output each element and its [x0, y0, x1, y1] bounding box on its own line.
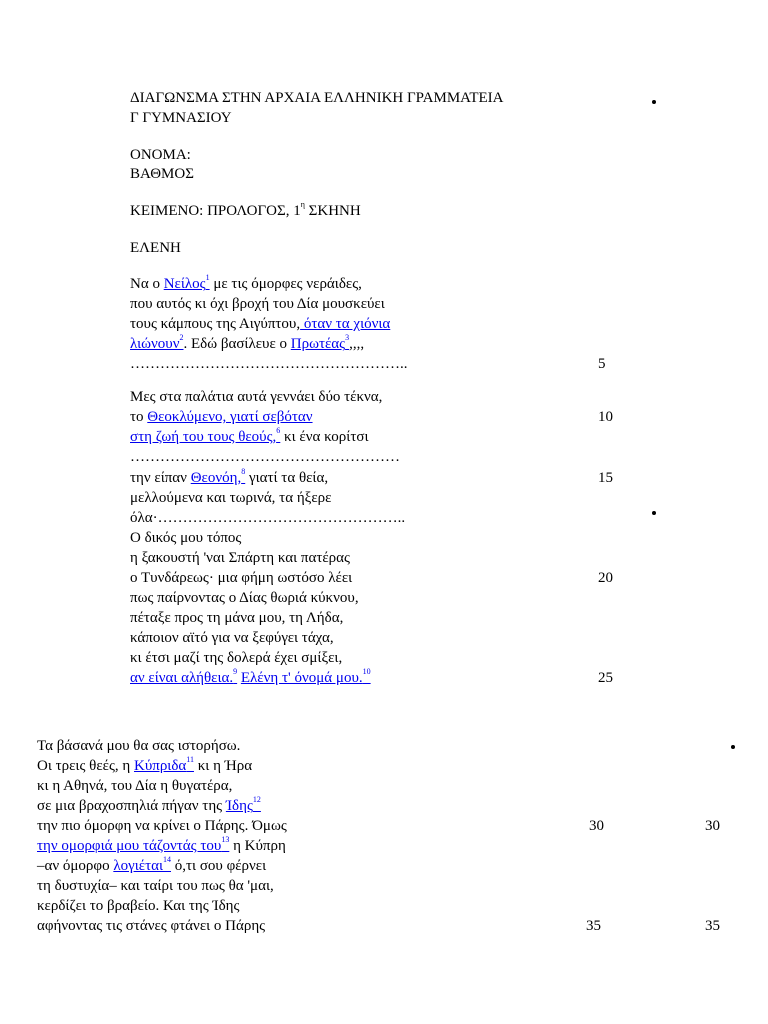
poem-line: Ο δικός μου τόπος: [130, 530, 242, 546]
footnote-link-neilos[interactable]: Νείλος$^1$: [163, 273, 210, 292]
line-number: 35: [586, 918, 601, 934]
bullet-marker: [731, 745, 735, 749]
exam-title-line2: Γ ΓΥΜΝΑΣΙΟΥ: [130, 110, 232, 126]
play-title: ΕΛΕΝΗ: [130, 240, 181, 256]
grade-label: ΒΑΘΜΟΣ: [130, 166, 194, 182]
bullet-marker: [652, 100, 656, 104]
text-heading-prefix: ΚΕΙΜΕΝΟ: ΠΡΟΛΟΓΟΣ, 1: [130, 203, 301, 219]
poem-line: κι η Αθηνά, του Δία η θυγατέρα,: [37, 778, 233, 794]
poem-ellipsis: ………………………………………………..: [130, 356, 408, 372]
footnote-link-idis[interactable]: Ίδης$^{12}$: [225, 795, 261, 814]
poem-line: κερδίζει το βραβείο. Και της Ίδης: [37, 898, 240, 914]
poem-line: αφήνοντας τις στάνες φτάνει ο Πάρης: [37, 918, 266, 934]
footnote-link-theoklymenos[interactable]: Θεοκλύμενο, γιατί σεβόταν: [147, 409, 313, 425]
text-heading-suffix: ΣΚΗΝΗ: [304, 203, 361, 219]
text-heading-sup: η: [300, 200, 305, 209]
footnote-link-lionoun[interactable]: λιώνουν$^2$: [130, 333, 184, 352]
poem-line: το Θεοκλύμενο, γιατί σεβόταν: [130, 409, 313, 425]
line-number: 35: [705, 918, 720, 934]
footnote-link-chionia[interactable]: όταν τα χιόνια: [300, 316, 391, 332]
line-number: 30: [589, 818, 604, 834]
poem-line: Μες στα παλάτια αυτά γεννάει δύο τέκνα,: [130, 389, 383, 405]
poem-line: Τα βάσανά μου θα σας ιστορήσω.: [37, 738, 241, 754]
poem-line: πως παίρνοντας ο Δίας θωριά κύκνου,: [130, 590, 359, 606]
poem-line: την είπαν Θεονόη,$^8$ γιατί τα θεία,: [130, 467, 329, 486]
poem-line: Να ο Νείλος$^1$ με τις όμορφες νεράιδες,: [130, 273, 362, 292]
poem-line: [130, 669, 371, 687]
poem-line: –αν όμορφο λογιέται$^{14}$ ό,τι σου φέρνει: [37, 855, 267, 874]
line-number: 20: [598, 570, 613, 586]
text-heading: [130, 202, 361, 220]
line-number: 30: [705, 818, 720, 834]
poem-line: η ξακουστή 'ναι Σπάρτη και πατέρας: [130, 550, 350, 566]
poem-line: τη δυστυχία– και ταίρι του πως θα 'μαι,: [37, 878, 274, 894]
footnote-link-theonoi[interactable]: Θεονόη,$^8$: [190, 467, 246, 486]
poem-line: κάποιον αϊτό για να ξεφύγει τάχα,: [130, 630, 334, 646]
poem-line: όλα·…………………………………………..: [130, 510, 406, 526]
poem-line: ο Τυνδάρεως· μια φήμη ωστόσο λέει: [130, 570, 353, 586]
line-number: 15: [598, 470, 613, 486]
poem-line: μελλούμενα και τωρινά, τα ήξερε: [130, 490, 332, 506]
footnote-link-eleni[interactable]: Ελένη τ' όνομά μου.$^{10}$: [240, 667, 371, 686]
footnote-link-proteas[interactable]: Πρωτέας$^3$: [290, 333, 350, 352]
poem-line: πέταξε προς τη μάνα μου, τη Λήδα,: [130, 610, 344, 626]
line-number: 25: [598, 670, 613, 686]
footnote-link-theous[interactable]: στη ζωή του τους θεούς,$^6$: [130, 426, 281, 445]
line-number: 5: [598, 356, 606, 372]
poem-line: την ομορφιά μου τάζοντάς του$^{13}$ η Κύπρη: [37, 835, 286, 854]
poem-line: τους κάμπους της Αιγύπτου, όταν τα χιόνια: [130, 316, 391, 332]
poem-ellipsis: ………………………………………………: [130, 449, 400, 465]
poem-line: σε μια βραχοσπηλιά πήγαν της Ίδης$^{12}$: [37, 795, 261, 814]
footnote-link-kyprida[interactable]: Κύπριδα$^{11}$: [133, 755, 194, 774]
name-label: ΟΝΟΜΑ:: [130, 147, 191, 163]
poem-line: λιώνουν$^2$. Εδώ βασίλευε ο Πρωτέας$^3$,,,,: [130, 333, 365, 352]
poem-line: την πιο όμορφη να κρίνει ο Πάρης. Όμως: [37, 818, 287, 834]
exam-title-line1: ΔΙΑΓΩΝΣΜΑ ΣΤΗΝ ΑΡΧΑΙΑ ΕΛΛΗΝΙΚΗ ΓΡΑΜΜΑΤΕΙΑ: [130, 90, 504, 106]
poem-line: που αυτός κι όχι βροχή του Δία μουσκεύει: [130, 296, 385, 312]
poem-line: στη ζωή του τους θεούς,$^6$ κι ένα κορίτσι: [130, 426, 369, 445]
poem-line: κι έτσι μαζί της δολερά έχει σμίξει,: [130, 650, 343, 666]
footnote-link-aletheia[interactable]: αν είναι αλήθεια.$^9$: [130, 667, 238, 686]
poem-line: Οι τρεις θεές, η Κύπριδα$^{11}$ κι η Ήρα: [37, 755, 253, 774]
line-number: 10: [598, 409, 613, 425]
bullet-marker: [652, 511, 656, 515]
footnote-link-omorfia[interactable]: την ομορφιά μου τάζοντάς του$^{13}$: [37, 835, 230, 854]
footnote-link-logietai[interactable]: λογιέται$^{14}$: [113, 855, 171, 874]
